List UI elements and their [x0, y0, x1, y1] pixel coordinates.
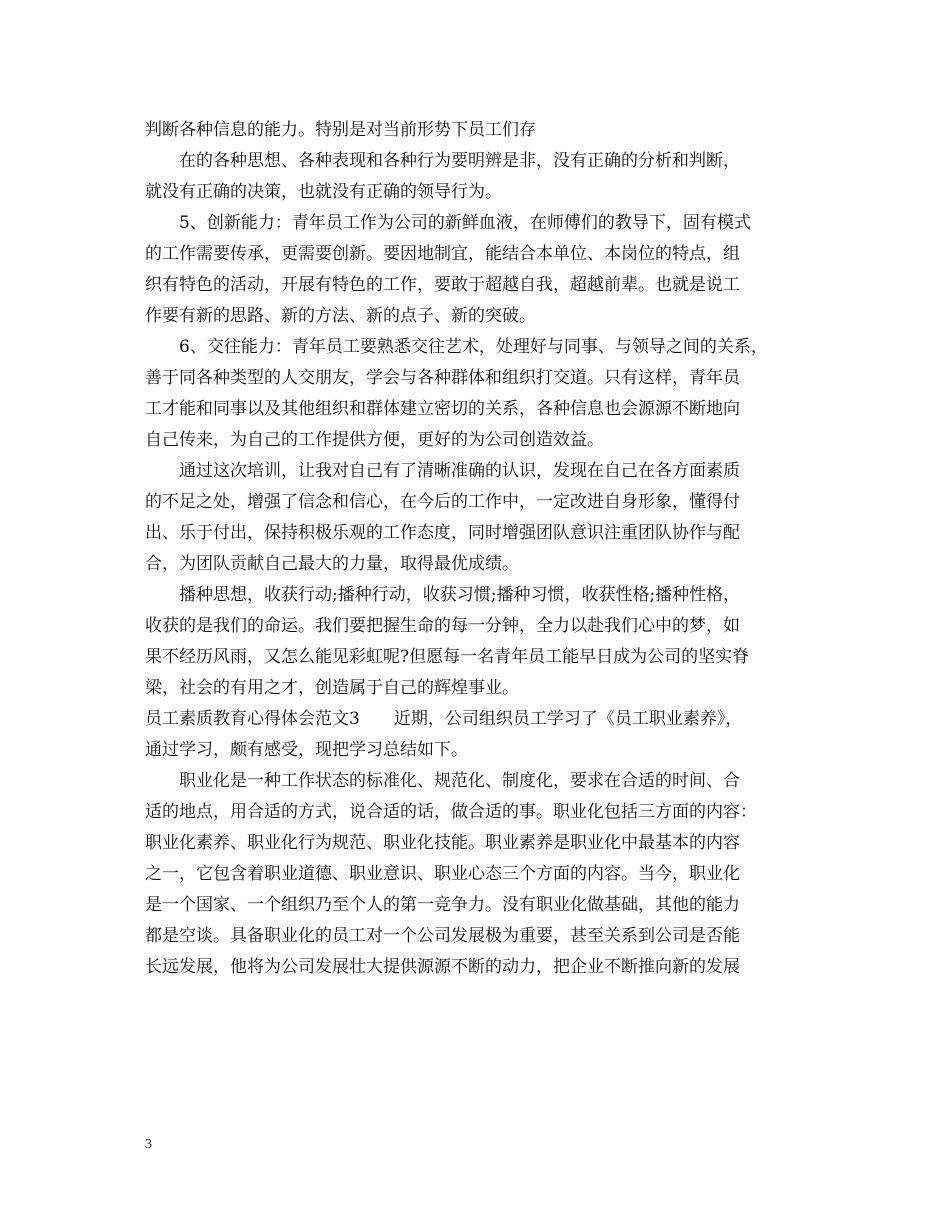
text-line: 长远发展，他将为公司发展壮大提供源源不断的动力，把企业不断推向新的发展 — [145, 957, 740, 977]
text-line: 合，为团队贡献自己最大的力量，取得最优成绩。 — [145, 554, 519, 574]
text-line: 出、乐于付出，保持积极乐观的工作态度，同时增强团队意识注重团队协作与配 — [145, 523, 740, 543]
text-line: 工才能和同事以及其他组织和群体建立密切的关系，各种信息也会源源不断地向 — [145, 399, 740, 419]
text-line: 判断各种信息的能力。特别是对当前形势下员工们存 — [145, 120, 536, 140]
text-line: 自己传来，为自己的工作提供方便，更好的为公司创造效益。 — [145, 430, 604, 450]
text-line: 6、交往能力：青年员工要熟悉交往艺术，处理好与同事、与领导之间的关系， — [179, 337, 768, 357]
text-line: 织有特色的活动，开展有特色的工作，要敢于超越自我，超越前辈。也就是说工 — [145, 275, 740, 295]
text-line: 就没有正确的决策，也就没有正确的领导行为。 — [145, 182, 502, 202]
text-line: 梁，社会的有用之才，创造属于自己的辉煌事业。 — [145, 678, 519, 698]
text-line: 是一个国家、一个组织乃至个人的第一竞争力。没有职业化做基础，其他的能力 — [145, 895, 740, 915]
text-line: 5、创新能力：青年员工作为公司的新鲜血液，在师傅们的教导下，固有模式 — [179, 213, 751, 233]
text-line: 通过学习，颇有感受，现把学习总结如下。 — [145, 740, 468, 760]
text-line: 在的各种思想、各种表现和各种行为要明辨是非，没有正确的分析和判断， — [179, 151, 740, 171]
text-line: 收获的是我们的命运。我们要把握生命的每一分钟，全力以赴我们心中的梦，如 — [145, 616, 740, 636]
text-line: 都是空谈。具备职业化的员工对一个公司发展极为重要，甚至关系到公司是否能 — [145, 926, 740, 946]
text-line: 适的地点，用合适的方式，说合适的话，做合适的事。职业化包括三方面的内容： — [145, 802, 757, 822]
text-line: 职业化素养、职业化行为规范、职业化技能。职业素养是职业化中最基本的内容 — [145, 833, 740, 853]
text-line: 之一，它包含着职业道德、职业意识、职业心态三个方面的内容。当今，职业化 — [145, 864, 740, 884]
paragraph-block — [145, 115, 810, 704]
text-line: 播种思想，收获行动;播种行动，收获习惯;播种习惯，收获性格;播种性格， — [179, 585, 741, 605]
text-line: 通过这次培训，让我对自己有了清晰准确的认识，发现在自己在各方面素质 — [179, 461, 740, 481]
text-line: 善于同各种类型的人交朋友，学会与各种群体和组织打交道。只有这样，青年员 — [145, 368, 740, 388]
text-line: 的工作需要传承，更需要创新。要因地制宜，能结合本单位、本岗位的特点，组 — [145, 244, 740, 264]
text-line: 作要有新的思路、新的方法、新的点子、新的突破。 — [145, 306, 536, 326]
section-heading-tail: 近期，公司组织员工学习了《员工职业素养》， — [393, 709, 743, 729]
section-heading: 员工素质教育心得体会范文3 — [145, 709, 360, 729]
page-number: 3 — [145, 1137, 152, 1152]
paragraph-block — [145, 735, 810, 983]
text-line: 果不经历风雨，又怎么能见彩虹呢?但愿每一名青年员工能早日成为公司的坚实脊 — [145, 647, 750, 667]
text-line: 的不足之处，增强了信念和信心，在今后的工作中，一定改进自身形象，懂得付 — [145, 492, 740, 512]
text-line: 职业化是一种工作状态的标准化、规范化、制度化，要求在合适的时间、合 — [179, 771, 740, 791]
document-body — [145, 115, 810, 983]
section-heading-line — [145, 704, 810, 735]
